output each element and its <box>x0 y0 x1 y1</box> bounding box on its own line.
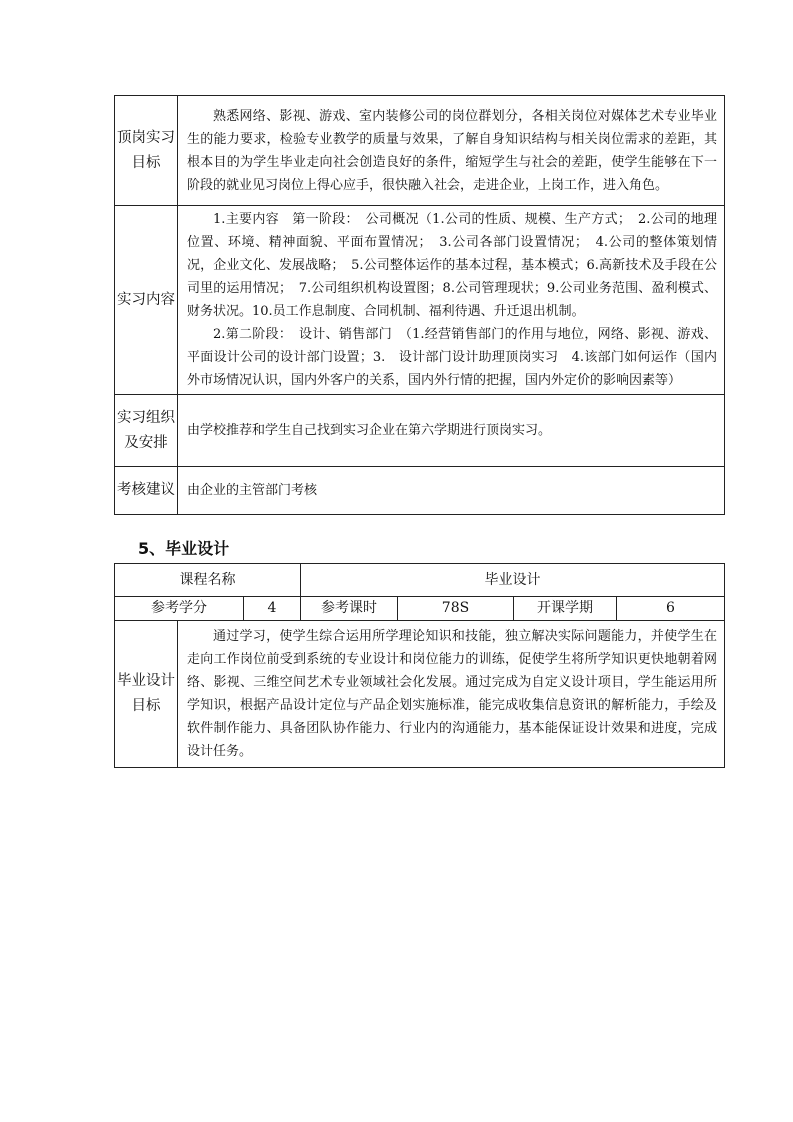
course-name-label: 课程名称 <box>115 564 301 597</box>
row-content <box>178 206 725 395</box>
row-label: 实习组织及安排 <box>115 395 178 467</box>
row-label: 顶岗实习目标 <box>115 96 178 206</box>
row-content <box>178 395 725 467</box>
row-content <box>178 96 725 206</box>
course-table <box>114 563 725 768</box>
table-row <box>115 621 725 768</box>
section-heading: 5、毕业设计 <box>138 539 230 558</box>
hours-value: 78S <box>398 597 514 621</box>
paragraph: 熟悉网络、影视、游戏、室内装修公司的岗位群划分，各相关岗位对媒体艺术专业毕业生的能力要求，检验专业教学的质量与效果，了解自身知识结构与相关岗位需求的差距，其根本目的为学生毕业走向社会创造良好的条件，缩短学生与社会的差距，使学生能够在下一阶段的就业见习岗位上得心应手，很快融入社会，走进企业，上岗工作，进入角色。 <box>187 108 717 193</box>
table-row <box>115 467 725 515</box>
paragraph: 由企业的主管部门考核 <box>187 483 318 498</box>
course-name-value: 毕业设计 <box>301 564 725 597</box>
row-label: 考核建议 <box>115 467 178 515</box>
table-row <box>115 597 725 621</box>
table-row <box>115 96 725 206</box>
credits-value: 4 <box>244 597 301 621</box>
semester-value: 6 <box>617 597 725 621</box>
credits-label: 参考学分 <box>115 597 244 621</box>
goal-label: 毕业设计目标 <box>115 621 178 768</box>
row-content <box>178 467 725 515</box>
paragraph: 通过学习，使学生综合运用所学理论知识和技能，独立解决实际问题能力，并使学生在走向工作岗位前受到系统的专业设计和岗位能力的训练，促使学生将所学知识更快地朝着网络、影视、三维空间艺术专业领域社会化发展。通过完成为自定义设计项目，学生能运用所学知识，根据产品设计定位与产品企划实施标准，能完成收集信息资讯的解析能力，手绘及软件制作能力、具备团队协作能力、行业内的沟通能力，基本能保证设计效果和进度，完成设计任务。 <box>187 629 717 759</box>
goal-content <box>178 621 725 768</box>
table-row <box>115 564 725 597</box>
row-label: 实习内容 <box>115 206 178 395</box>
hours-label: 参考课时 <box>301 597 398 621</box>
table-row <box>115 206 725 395</box>
paragraph: 1.主要内容 第一阶段： 公司概况（1.公司的性质、规模、生产方式； 2.公司的地理位置、环境、精神面貌、平面布置情况； 3.公司各部门设置情况； 4.公司的整体策划情况，企业文化、发展战略； 5.公司整体运作的基本过程，基本模式；6.高新技术及手段在公司里的运用情况； 7.公司组织机构设置图；8.公司管理现状；9.公司业务范围、盈利模式、财务状况。10.员工作息制度、合同机制、福利待遇、升迁退出机制。 <box>187 212 717 319</box>
table-row <box>115 395 725 467</box>
paragraph: 由学校推荐和学生自己找到实习企业在第六学期进行顶岗实习。 <box>187 423 552 438</box>
paragraph: 2.第二阶段： 设计、销售部门 （1.经营销售部门的作用与地位，网络、影视、游戏、平面设计公司的设计部门设置；3. 设计部门设计助理顶岗实习 4.该部门如何运作（国内外市场情况认识，国内外客户的关系，国内外行情的把握，国内外定价的影响因素等） <box>187 327 717 388</box>
semester-label: 开课学期 <box>514 597 617 621</box>
internship-table <box>114 95 725 515</box>
